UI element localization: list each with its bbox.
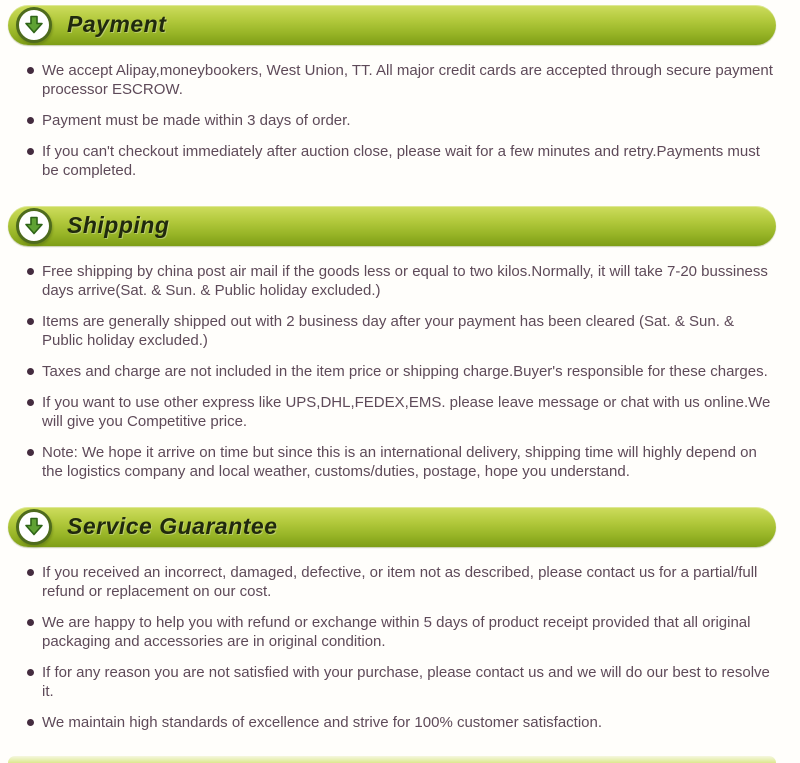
payment-list (42, 61, 774, 180)
bullet-dot (27, 449, 34, 456)
next-section-bar-partial (8, 756, 776, 763)
policy-text: We are happy to help you with refund or exchange within 5 days of product receipt provided that all original packaging and accessories are in original condition. (42, 614, 751, 650)
bullet-dot (27, 67, 34, 74)
policy-item (42, 312, 774, 350)
policy-item (42, 563, 774, 601)
bullet-dot (27, 117, 34, 124)
bullet-dot (27, 318, 34, 325)
policy-text: Items are generally shipped out with 2 business day after your payment has been cleared (Sat. & Sun. & Public holiday excluded.) (42, 313, 735, 349)
policy-text: Note: We hope it arrive on time but since this is an international delivery, shipping time will highly depend on the logistics company and local weather, customs/duties, postage, hope you understand. (42, 444, 757, 480)
bullet-dot (27, 619, 34, 626)
shipping-title: Shipping (67, 211, 170, 238)
down-arrow-icon (16, 7, 52, 43)
policy-item (42, 262, 774, 300)
shipping-header-bar (8, 206, 776, 246)
policy-item (42, 663, 774, 701)
policy-text: If for any reason you are not satisfied with your purchase, please contact us and we will do our best to resolve it. (42, 664, 770, 700)
bullet-dot (27, 669, 34, 676)
bullet-dot (27, 148, 34, 155)
policy-item (42, 393, 774, 431)
down-arrow-icon (16, 208, 52, 244)
service-guarantee-header-bar (8, 507, 776, 547)
service-guarantee-title: Service Guarantee (67, 512, 278, 539)
shipping-section (0, 206, 800, 481)
policy-item (42, 61, 774, 99)
policy-text: Free shipping by china post air mail if the goods less or equal to two kilos.Normally, it will take 7-20 bussiness days arrive(Sat. & Sun. & Public holiday excluded.) (42, 263, 768, 299)
policy-text: We maintain high standards of excellence and strive for 100% customer satisfaction. (42, 714, 603, 731)
payment-section (0, 5, 800, 180)
shipping-list (42, 262, 774, 481)
payment-title: Payment (67, 10, 167, 37)
policy-text: If you want to use other express like UPS,DHL,FEDEX,EMS. please leave message or chat with us online.We will give you Competitive price. (42, 394, 771, 430)
bullet-dot (27, 719, 34, 726)
service-guarantee-section (0, 507, 800, 732)
policy-text: If you can't checkout immediately after auction close, please wait for a few minutes and retry.Payments must be completed. (42, 143, 760, 179)
down-arrow-icon (16, 509, 52, 545)
policy-text: Taxes and charge are not included in the item price or shipping charge.Buyer's responsible for these charges. (42, 363, 768, 380)
bullet-dot (27, 399, 34, 406)
policy-item (42, 713, 774, 732)
bullet-dot (27, 268, 34, 275)
policy-item (42, 443, 774, 481)
policy-text: We accept Alipay,moneybookers, West Union, TT. All major credit cards are accepted through secure payment processor ESCROW. (42, 62, 773, 98)
policy-item (42, 111, 774, 130)
policy-item (42, 362, 774, 381)
payment-header-bar (8, 5, 776, 45)
service-guarantee-list (42, 563, 774, 732)
policy-text: If you received an incorrect, damaged, defective, or item not as described, please contact us for a partial/full refund or replacement on our cost. (42, 564, 758, 600)
policy-text: Payment must be made within 3 days of order. (42, 112, 351, 129)
policy-item (42, 142, 774, 180)
bullet-dot (27, 569, 34, 576)
bullet-dot (27, 368, 34, 375)
policy-item (42, 613, 774, 651)
